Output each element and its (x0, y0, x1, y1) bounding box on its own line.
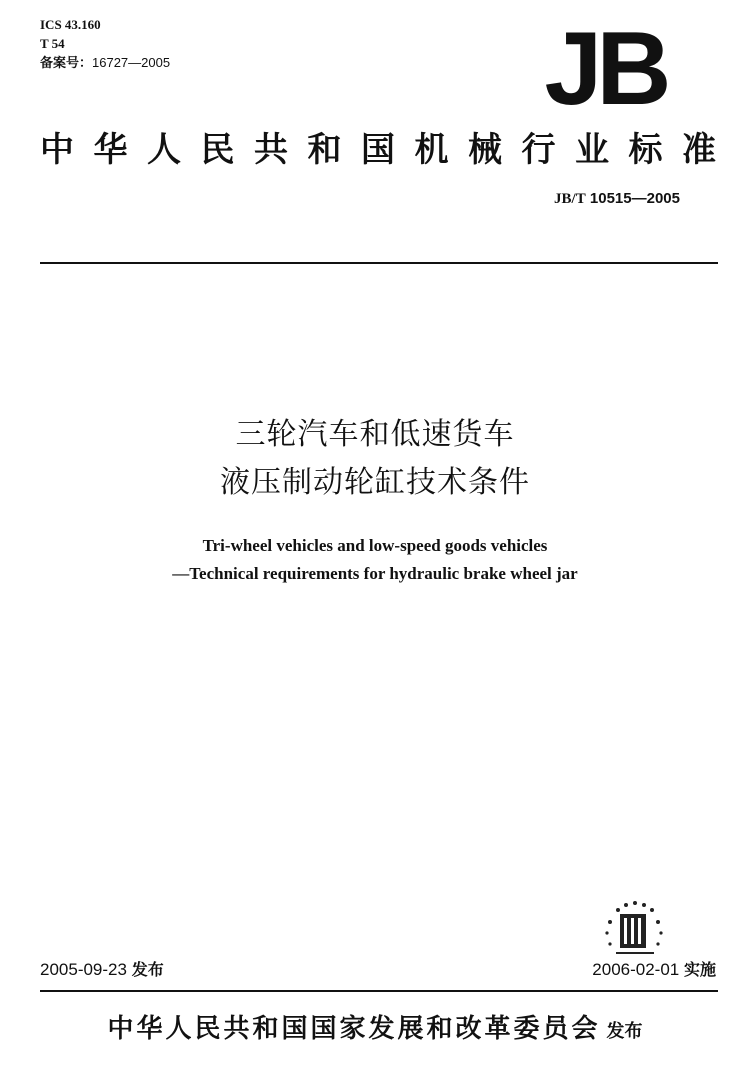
implement-date (592, 958, 716, 982)
title-cn-line1: 三轮汽车和低速货车 (235, 417, 515, 452)
issuer-name: 中华人民共和国国家发展和改革委员会 (107, 1014, 601, 1044)
implement-date-value: 2006-02-01 (592, 960, 680, 979)
org-char: 业 (575, 130, 609, 170)
org-char: 械 (468, 130, 502, 170)
publish-date (40, 958, 164, 982)
org-char: 和 (307, 130, 342, 170)
title-en-line1: Tri-wheel vehicles and low-speed goods vehicles (202, 536, 548, 555)
standard-code: 10515—2005 (589, 190, 680, 207)
filing-number: 16727—2005 (92, 55, 171, 70)
ics-code: ICS 43.160 (40, 17, 101, 32)
org-char: 人 (147, 130, 181, 170)
org-char: 共 (254, 130, 288, 170)
title-cn-line2: 液压制动轮缸技术条件 (220, 465, 530, 500)
org-char: 国 (361, 130, 395, 170)
org-char: 标 (628, 130, 663, 170)
header-divider (40, 262, 718, 264)
org-char: 民 (200, 130, 235, 170)
jb-logo (530, 20, 680, 110)
org-char: 中 (40, 130, 74, 170)
org-char: 准 (682, 130, 716, 170)
ccs-code: T 54 (40, 36, 65, 51)
publish-date-value: 2005-09-23 (40, 960, 127, 979)
org-char: 行 (521, 130, 556, 170)
filing-number-line (40, 54, 170, 72)
jb-logo-text: JB (544, 20, 666, 110)
standard-prefix: JB/T (554, 191, 586, 207)
filing-label: 备案号： (40, 55, 93, 70)
org-char: 华 (93, 130, 128, 170)
issuer-suffix: 发布 (606, 1021, 643, 1042)
publish-date-label: 发布 (131, 960, 164, 979)
standard-number (554, 190, 680, 208)
issuer (0, 1008, 750, 1045)
implement-date-label: 实施 (683, 960, 716, 979)
title-en-line2: —Technical requirements for hydraulic brake wheel jar (172, 564, 578, 583)
certification-seal-icon (600, 900, 670, 962)
org-char: 机 (414, 130, 449, 170)
industry-standard-title (40, 128, 716, 172)
footer-divider (40, 990, 718, 992)
